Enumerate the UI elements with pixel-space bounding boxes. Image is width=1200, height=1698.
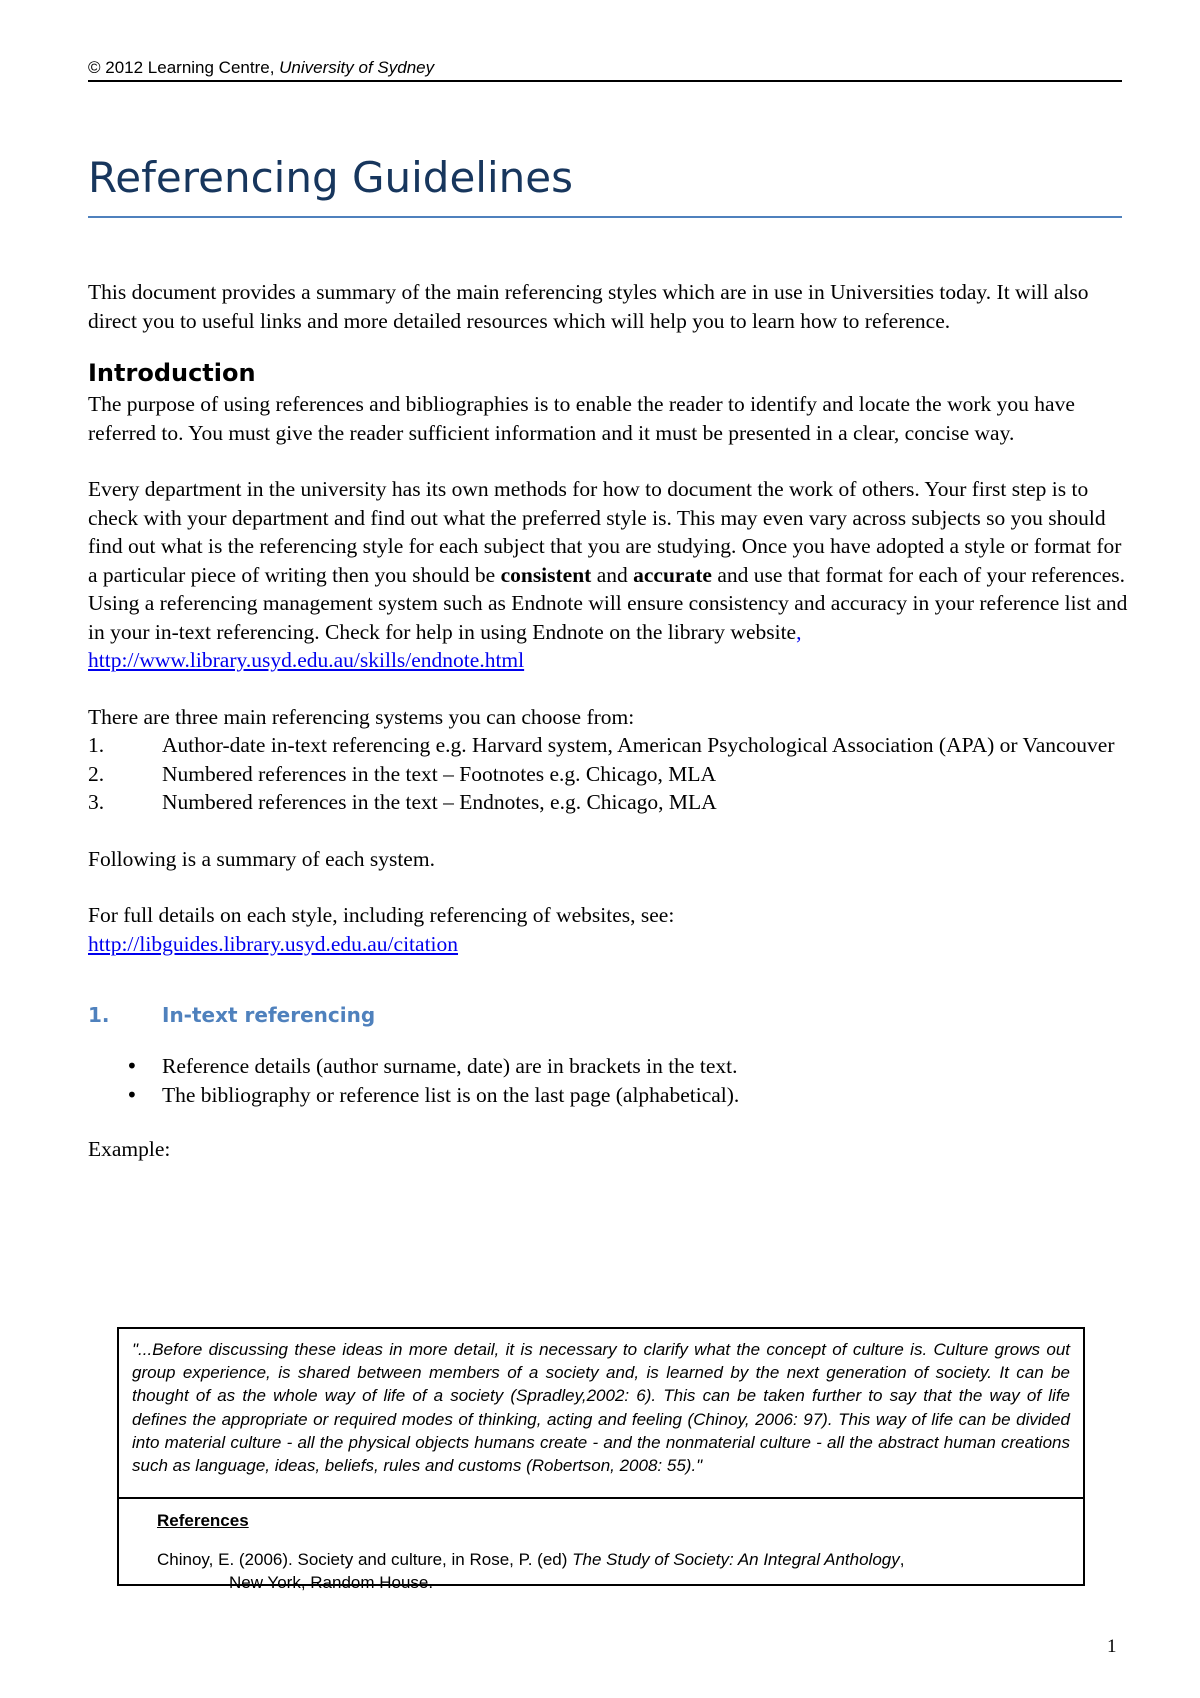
header-copyright: © 2012 Learning Centre,	[88, 58, 280, 77]
systems-intro: There are three main referencing systems you can choose from:	[88, 704, 635, 729]
purpose-paragraph: The purpose of using references and bibliographies is to enable the reader to identify and locate the work you have referred to. You must give the reader sufficient information and it must be presented in a clear, concise way.	[88, 392, 1075, 445]
list-item: 2. Numbered references in the text – Footnotes e.g. Chicago, MLA	[88, 761, 717, 786]
page-number: 1	[1107, 1636, 1117, 1657]
list-item: 3. Numbered references in the text – Endnotes, e.g. Chicago, MLA	[88, 790, 717, 814]
example-label: Example:	[88, 1137, 171, 1161]
list-item: • The bibliography or reference list is on the last page (alphabetical).	[88, 1081, 1128, 1110]
example-references	[119, 1499, 1083, 1594]
endnote-link[interactable]: , http://www.library.usyd.edu.au/skills/endnote.html	[88, 619, 802, 672]
section-bullets	[88, 1052, 1128, 1109]
reference-publisher: New York, Random House.	[229, 1573, 434, 1592]
example-quote: "...Before discussing these ideas in more detail, it is necessary to clarify what the concept of culture is. Culture grows out group experience, is shared between members of a society and, is learned by the next generation of society. It can be thought of as the whole way of life of a society (Spradley,2002: 6). This can be taken further to say that the way of life defines the appropriate or required modes of thinking, acting and feeling (Chinoy, 2006: 97). This way of life can be divided into material culture - all the physical objects humans create - and the nonmaterial culture - all the abstract human creations such as language, ideas, beliefs, rules and customs (Robertson, 2008: 55)."	[119, 1329, 1083, 1499]
document-body	[88, 278, 1128, 1164]
section-heading: 1. In-text referencing	[88, 1003, 376, 1027]
following-paragraph: Following is a summary of each system.	[88, 846, 435, 871]
references-heading: References	[157, 1511, 249, 1530]
details-paragraph: For full details on each style, including referencing of websites, see:	[88, 903, 675, 927]
intro-paragraph: This document provides a summary of the main referencing styles which are in use in Universities today. It will also direct you to useful links and more detailed resources which will help you to learn how to reference.	[88, 280, 1089, 333]
document-title: Referencing Guidelines	[88, 150, 1122, 218]
page-header	[88, 58, 1122, 82]
citation-link[interactable]: http://libguides.library.usyd.edu.au/citation	[88, 931, 459, 956]
list-item: • Reference details (author surname, date) are in brackets in the text.	[88, 1052, 1128, 1081]
accurate-bold: accurate	[633, 562, 712, 587]
example-box	[117, 1327, 1085, 1592]
header-institution: University of Sydney	[279, 58, 435, 77]
department-paragraph: Every department in the university has its own methods for how to document the work of others. Your first step is to check with your department and find out what the preferred style is. This may even vary across subjects so you should find out what is the referencing style for each subject that you are studying. Once you have adopted a style or format for a particular piece of writing then you should be consistent and accurate and use that format for each of your references. Using a referencing management system such as Endnote will ensure consistency and accuracy in your reference list and in your in-text referencing. Check for help in using Endnote on the library website, http://www.library.usyd.edu.au/skills/endnote.html	[88, 477, 1128, 672]
systems-list	[88, 731, 1128, 817]
list-item: 1. Author-date in-text referencing e.g. Harvard system, American Psychological Association (APA) or Vancouver	[88, 733, 1115, 757]
reference-title: The Study of Society: An Integral Anthology	[572, 1550, 900, 1569]
reference-entry: Chinoy, E. (2006). Society and culture, in Rose, P. (ed) The Study of Society: An Integral Anthology,	[157, 1550, 905, 1569]
consistent-bold: consistent	[500, 562, 592, 587]
introduction-heading: Introduction	[88, 359, 256, 387]
